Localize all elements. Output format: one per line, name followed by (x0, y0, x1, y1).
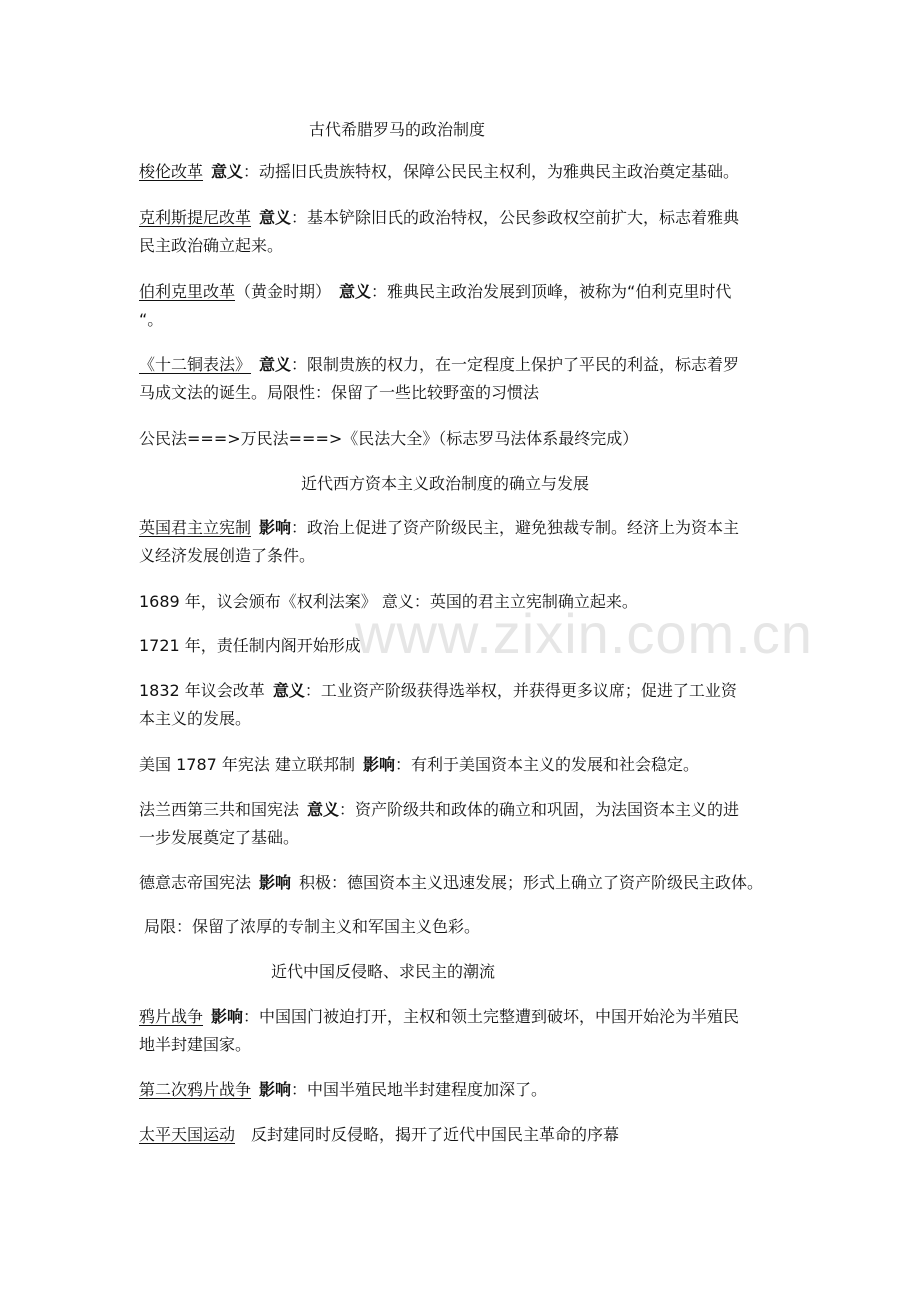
entry-text: ：中国国门被迫打开，主权和领土完整遭到破坏，中国开始沦为半殖民 (243, 1007, 740, 1026)
entry-solon-reform (139, 158, 799, 186)
entry-label: 影响 (211, 1007, 244, 1026)
entry-text-continued: 义经济发展创造了条件。 (139, 546, 316, 565)
entry-taiping-movement (139, 1121, 799, 1149)
entry-subject: 英国君主立宪制 (139, 518, 252, 537)
entry-french-constitution (139, 796, 799, 852)
entry-label: 意义 (259, 355, 292, 374)
entry-german-constitution (139, 869, 799, 897)
entry-text-continued: 一步发展奠定了基础。 (139, 828, 300, 847)
entry-text: 公民法===>万民法===>《民法大全》（标志罗马法体系最终完成） (139, 429, 639, 448)
entry-roman-law (139, 425, 799, 453)
entry-text-continued: 民主政治确立起来。 (139, 236, 284, 255)
entry-british-constitutional-monarchy (139, 514, 799, 570)
entry-label: 意义 (211, 162, 244, 181)
entry-subject: 梭伦改革 (139, 162, 204, 181)
entry-german-constitution-limitation (144, 913, 804, 941)
entry-label: 影响 (259, 1080, 292, 1099)
entry-subject: 《十二铜表法》 (139, 355, 252, 374)
entry-pericles-reform (139, 278, 799, 334)
entry-prefix: 德意志帝国宪法 (139, 873, 252, 892)
entry-subject: 鸦片战争 (139, 1007, 204, 1026)
entry-text: 1689 年，议会颁布《权利法案》 意义：英国的君主立宪制确立起来。 (139, 592, 638, 611)
section-title: 古代希腊罗马的政治制度 (309, 120, 486, 139)
entry-label: 影响 (362, 755, 395, 774)
entry-text: ：基本铲除旧氏的政治特权，公民参政权空前扩大，标志着雅典 (291, 208, 740, 227)
entry-subject: 太平天国运动 (139, 1125, 236, 1144)
entry-subject-suffix: （黄金时期） (235, 282, 332, 301)
entry-text-continued: “。 (139, 310, 164, 329)
entry-label: 意义 (307, 800, 340, 819)
entry-text-continued: 地半封建国家。 (139, 1035, 252, 1054)
entry-text: ：雅典民主政治发展到顶峰，被称为“伯利克里时代 (371, 282, 732, 301)
entry-label: 影响 (259, 873, 292, 892)
entry-text-continued: 局限：保留了浓厚的专制主义和军国主义色彩。 (144, 917, 481, 936)
entry-cleisthenes-reform (139, 204, 799, 260)
entry-label: 意义 (259, 208, 292, 227)
section-title: 近代西方资本主义政治制度的确立与发展 (301, 474, 590, 493)
entry-prefix: 法兰西第三共和国宪法 (139, 800, 300, 819)
entry-subject: 伯利克里改革 (139, 282, 236, 301)
entry-text-continued: 本主义的发展。 (139, 709, 252, 728)
entry-text: ：限制贵族的权力，在一定程度上保护了平民的利益，标志着罗 (291, 355, 740, 374)
entry-subject: 第二次鸦片战争 (139, 1080, 252, 1099)
entry-text: 积极：德国资本主义迅速发展；形式上确立了资产阶级民主政体。 (299, 873, 764, 892)
entry-prefix: 美国 1787 年宪法 建立联邦制 (139, 755, 355, 774)
entry-label: 影响 (259, 518, 292, 537)
entry-1832-reform (139, 677, 799, 733)
entry-text: ：政治上促进了资产阶级民主，避免独裁专制。经济上为资本主 (291, 518, 740, 537)
entry-us-constitution (139, 751, 799, 779)
entry-text: ：工业资产阶级获得选举权，并获得更多议席；促进了工业资 (304, 681, 737, 700)
entry-subject: 克利斯提尼改革 (139, 208, 252, 227)
entry-text: ：资产阶级共和政体的确立和巩固，为法国资本主义的进 (339, 800, 740, 819)
entry-text: 反封建同时反侵略，揭开了近代中国民主革命的序幕 (251, 1125, 620, 1144)
section-title: 近代中国反侵略、求民主的潮流 (271, 962, 496, 981)
watermark: www.zixin.com.cn (355, 602, 813, 665)
entry-text-continued: 马成文法的诞生。局限性：保留了一些比较野蛮的习惯法 (139, 383, 540, 402)
entry-opium-war (139, 1003, 799, 1059)
entry-text: 1721 年，责任制内阁开始形成 (139, 636, 361, 655)
entry-text: ：动摇旧氏贵族特权，保障公民民主权利，为雅典民主政治奠定基础。 (243, 162, 740, 181)
entry-second-opium-war (139, 1076, 799, 1104)
entry-twelve-tables (139, 351, 799, 407)
entry-text: ：有利于美国资本主义的发展和社会稳定。 (395, 755, 700, 774)
entry-label: 意义 (272, 681, 305, 700)
entry-prefix: 1832 年议会改革 (139, 681, 265, 700)
entry-text: ：中国半殖民地半封建程度加深了。 (291, 1080, 548, 1099)
entry-label: 意义 (339, 282, 372, 301)
